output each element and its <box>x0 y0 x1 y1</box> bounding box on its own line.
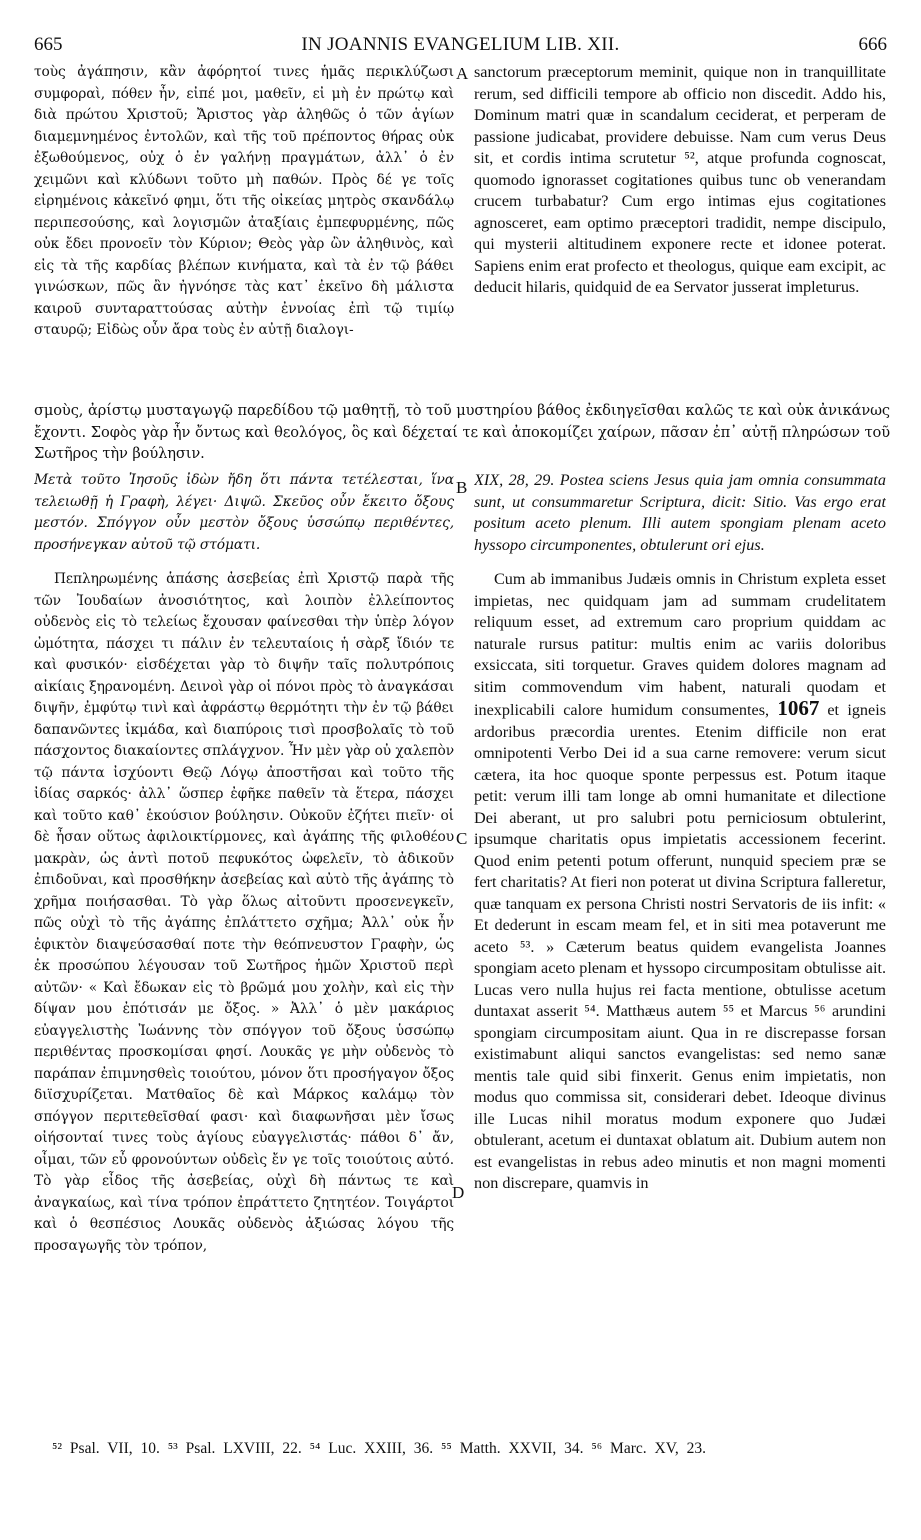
greek-full-width-continuation <box>34 400 890 465</box>
latin-commentary-part1: Cum ab immanibus Judæis omnis in Christum expleta esset impietas, nec quidquam jam ad summam crudelitatem reliquum esset, ad extremum caro proprium quiddam ac naturale rursus patitur: multis enim ac variis doloribus exsiccata, siti torquetur. Graves quidem dolores magnam ad sitim commovendum vim habent, naturali quodam et inexplicabili calore humidum consumentes, <box>474 570 886 719</box>
greek-paragraph: τοὺς ἀγάπησιν, κἂν ἀφόρητοί τινες ἡμᾶς περικλύζωσι συμφοραὶ, πόθεν ἦν, εἰπέ μοι, μαθεῖν, εἰ μὴ ἐν πρώτῳ καὶ διὰ πρώτου Χριστοῦ; Ἄριστος γὰρ ἀληθῶς ὁ τῶν ἁγίων διαμεμνημένος ἐντολῶν, καὶ τῆς τοῦ πρέποντος θήρας οὐκ ἐξωθούμενος, οὐχ ὁ ἐν γαλήνῃ πραγμάτων, ἀλλ᾽ ὁ ἐν χειμῶνι καὶ κλύδωνι τοῦτο μὴ παθών. Πρὸς δέ γε τοῖς εἰρημένοις κἀκεῖνό φημι, ὅτι τῆς οἰκείας μητρὸς σκανδάλῳ περιπεσούσης, καὶ λογισμῶν ἀταξίαις ἐμπεφυρμένης, πῶς οὐκ ἔδει προνοεῖν τὸν Κύριον; Θεὸς γὰρ ὢν ἀληθινὸς, καὶ εἰς τὰ τῆς καρδίας βλέπων κινήματα, καὶ τὰ ἐν τῷ βάθει γινώσκων, πῶς ἂν ἠγνόησε τὰς κατ᾽ ἐκεῖνο δὴ μάλιστα καιροῦ συνταραττούσας αὐτὴν ἐννοίας ἐπὶ τῷ τιμίῳ σταυρῷ; Εἰδὼς οὖν ἄρα τοὺς ἐν αὐτῇ διαλογι- <box>34 64 454 338</box>
column-number: 1067 <box>777 696 820 720</box>
latin-paragraph: sanctorum præceptorum meminit, quique non in tranquillitate rerum, sed difficili tempore ab officio non discedit. Addo his, Dominum matri quæ in scandalum ceciderat, et perperam de passione judicabat, providere debuisse. Nam cum verus Deus sit, et cordis intima scrutetur ⁵², atque profunda cognoscat, quomodo ignorasset cogitationes quibus tunc ob venerandam crucem turbabatur? Cum ergo intimas ejus cogitationes agnosceret, eam optimo præceptori tradidit, nempe discipulo, qui mysterii altitudinem exponere recte et idonee poterat. Sapiens enim erat profecto et theologus, quique eam excipit, ac deducit hilaris, quidquid de ea Servator jusserat impleturus. <box>474 63 886 296</box>
greek-commentary: Πεπληρωμένης ἁπάσης ἀσεβείας ἐπὶ Χριστῷ παρὰ τῆς τῶν Ἰουδαίων ἀνοσιότητος, καὶ λοιπὸν ἐλλείποντος οὐδενὸς εἰς τὸ τελείως ἔχουσαν φαίνεσθαι τὴν ὑπὲρ λόγον ὠμότητα, πάσχει τι πάλιν ἐν τελευταίοις ἡ σὰρξ ἴδιόν τε καὶ φυσικόν· εἰσδέχεται γὰρ τὸ διψῆν ταῖς πολυτρόποις αἰκίαις ξηρανομένη. Δεινοὶ γὰρ οἱ πόνοι πρὸς τὸ ἀναγκάσαι διψῆν, ἐμφύτῳ τινὶ καὶ ἀφράστῳ θερμότητι τὴν ἐν τῷ βάθει δαπανῶντες ἰκμάδα, καὶ διαπύροις τισὶ προσβολαῖς τὸ τοῦ πάσχοντος διακαίοντες σπλάγχνον. Ἦν μὲν γὰρ οὐ χαλεπὸν τῷ πάντα ἰσχύοντι Θεῷ Λόγῳ ἀποστῆσαι καὶ τοῦτο τῆς ἰδίας σαρκός· ἀλλ᾽ ὥσπερ ἐφῆκε παθεῖν τὰ ἕτερα, πάσχει καὶ τοῦτο καθ᾽ ἑκούσιον βούλησιν. Οὐκοῦν ἐζήτει πιεῖν· οἱ δὲ ἦσαν οὕτως ἀφιλοικτίρμονες, καὶ ἀγάπης τῆς φιλοθέου μακρὰν, ὡς ἀντὶ ποτοῦ πεφυκότος ὠφελεῖν, τὸ ἀδικοῦν ἐπιδοῦναι, καὶ προσθήκην ἀσεβείας καὶ αὐτὸ τῆς ἀγάπης τὸ χρῆμα ποιήσασθαι. Τὸ γὰρ ὅλως αἰτοῦντι προσενεγκεῖν, πῶς οὐχὶ τὸ τῆς ἀγάπης ἐπλάττετο σχῆμα; Ἀλλ᾽ οὐκ ἦν ἐφικτὸν διαψεύσασθαί ποτε τὴν θεόπνευστον Γραφὴν, ὡς ἐκ προσώπου λέγουσαν τοῦ Σωτῆρος ἡμῶν Χριστοῦ περὶ αὐτῶν· « Καὶ ἔδωκαν εἰς τὸ βρῶμά μου χολὴν, καὶ εἰς τὴν δίψαν μου ἐπότισάν με ὄξος. » Ἀλλ᾽ ὁ μὲν μακάριος εὐαγγελιστὴς Ἰωάννης τὸν σπόγγον τοῦ ὄξους ὑσσώπῳ περιθέντας προσκομίσαι φησί. Λουκᾶς γε μὴν οὐδενὸς τὸ παράπαν ἐπιμνησθεὶς τοιούτου, μόνον ὅτι προσήγαγον ὄξος διϊσχυρίζεται. Ματθαῖος δὲ καὶ Μάρκος καλάμῳ τὸν σπόγγον περιτεθεῖσθαί φασι· καὶ διαφωνῆσαι μὲν ἴσως οἰήσονταί τινες τοὺς ἁγίους εὐαγγελιστάς· πάθοι δ᾽ ἄν, οἶμαι, τῶν εὖ φρονούντων οὐδεὶς ἔν γε τοῖς τοιούτοις αὐτό. Τὸ γὰρ εἶδος τῆς ἀσεβείας, οὐχὶ δὴ πάντως τε καὶ ἀναγκαίως, καὶ τίνα τρόπον ἐπράττετο ζητητέον. Τοιγάρτοι καὶ ὁ θεσπέσιος Λουκᾶς οὐδενὸς ἀξιώσας λόγου τῆς προσαγωγῆς τὸν τρόπον, <box>34 571 454 1254</box>
margin-letter-a: A <box>456 64 469 83</box>
margin-letter-b: B <box>456 478 468 497</box>
greek-column-bottom <box>34 470 454 1430</box>
footnotes: ⁵² Psal. VII, 10. ⁵³ Psal. LXVIII, 22. ⁵⁴ Luc. XXIII, 36. ⁵⁵ Matth. XXVII, 34. ⁵⁶ Marc. XV, 23. <box>52 1440 707 1457</box>
latin-scripture-verse: XIX, 28, 29. Postea sciens Jesus quia jam omnia consummata sunt, ut consummaretur Scriptura, dicit: Sitio. Vas ergo erat positum aceto plenum. Illi autem spongiam plenam aceto hyssopo circumponentes, obtulerunt ori ejus. <box>474 471 886 554</box>
running-title: IN JOANNIS EVANGELIUM LIB. XII. <box>301 34 620 55</box>
latin-commentary <box>474 569 886 1195</box>
margin-letter-d: D <box>452 1183 465 1202</box>
page-number-left: 665 <box>34 34 63 55</box>
greek-scripture-verse: Μετὰ τοῦτο Ἰησοῦς ἰδὼν ἤδη ὅτι πάντα τετέλεσται, ἵνα τελειωθῇ ἡ Γραφὴ, λέγει· Διψῶ. Σκεῦος οὖν ἔκειτο ὄξους μεστόν. Σπόγγον οὖν μεστὸν ὄξους ὑσσώπῳ περιθέντες, προσήνεγκαν αὐτοῦ τῷ στόματι. <box>34 472 454 553</box>
greek-continuation-text: σμοὺς, ἀρίστῳ μυσταγωγῷ παρεδίδου τῷ μαθητῇ, τὸ τοῦ μυστηρίου βάθος ἐκδιηγεῖσθαι καλῶς τε καὶ οὐκ ἀνικάνως ἔχοντι. Σοφὸς γὰρ ἦν ὄντως καὶ θεολόγος, ὃς καὶ δέχεταί τε καὶ ἀποκομίζει χαίρων, πᾶσαν ἐπ᾽ αὐτῇ πληρώσων τοῦ Σωτῆρος τὴν βούλησιν. <box>34 402 890 462</box>
margin-letter-c: C <box>456 829 468 848</box>
page-number-right: 666 <box>858 34 887 55</box>
greek-column-top <box>34 62 454 342</box>
latin-column-top <box>474 62 886 299</box>
latin-column-bottom <box>474 470 886 1430</box>
page-header <box>34 34 887 58</box>
latin-commentary-part2: et igneis ardoribus præcordia urentes. Etenim difficile non erat omnipotenti Verbo Dei id a sua carne removere: verum sicut cætera, ita hoc quoque sponte perpessus est. Potum itaque petit: verum illi tam longe ab omni humanitate et dilectione Dei aberant, ut pro salubri potu perniciosum obtulerint, ipsumque charitatis opus impietatis accessionem fecerint. Quod enim petenti potum offerunt, nunquid speciem præ se fert charitatis? At fieri non poterat ut divina Scriptura falleretur, quæ tanquam ex persona Christi nostri Servatoris de iis infit: « Et dederunt in escam meam fel, et in siti mea potaverunt me aceto ⁵³. » Cæterum beatus quidem evangelista Joannes spongiam aceto plenam et hyssopo circumpositam obtulisse ait. Lucas vero nulla hujus rei facta mentione, obtulisse acetum duntaxat asserit ⁵⁴. Matthæus autem ⁵⁵ et Marcus ⁵⁶ arundini spongiam circumpositam aiunt. Qua in re discrepasse forsan existimabunt aliqui sanctos evangelistas: sed nemo sanæ mentis tale quid sibi finxerit. Genus enim impietatis, non modus quo commissa sit, considerari debet. Ideoque divinus ille Lucas nihil moratus modum exponere quo Judæi obtulerant, acetum ei duntaxat oblatum ait. Dubium autem non est evangelistas in rebus adeo minutis et non magni momenti non discrepare, quamvis in <box>474 701 886 1192</box>
